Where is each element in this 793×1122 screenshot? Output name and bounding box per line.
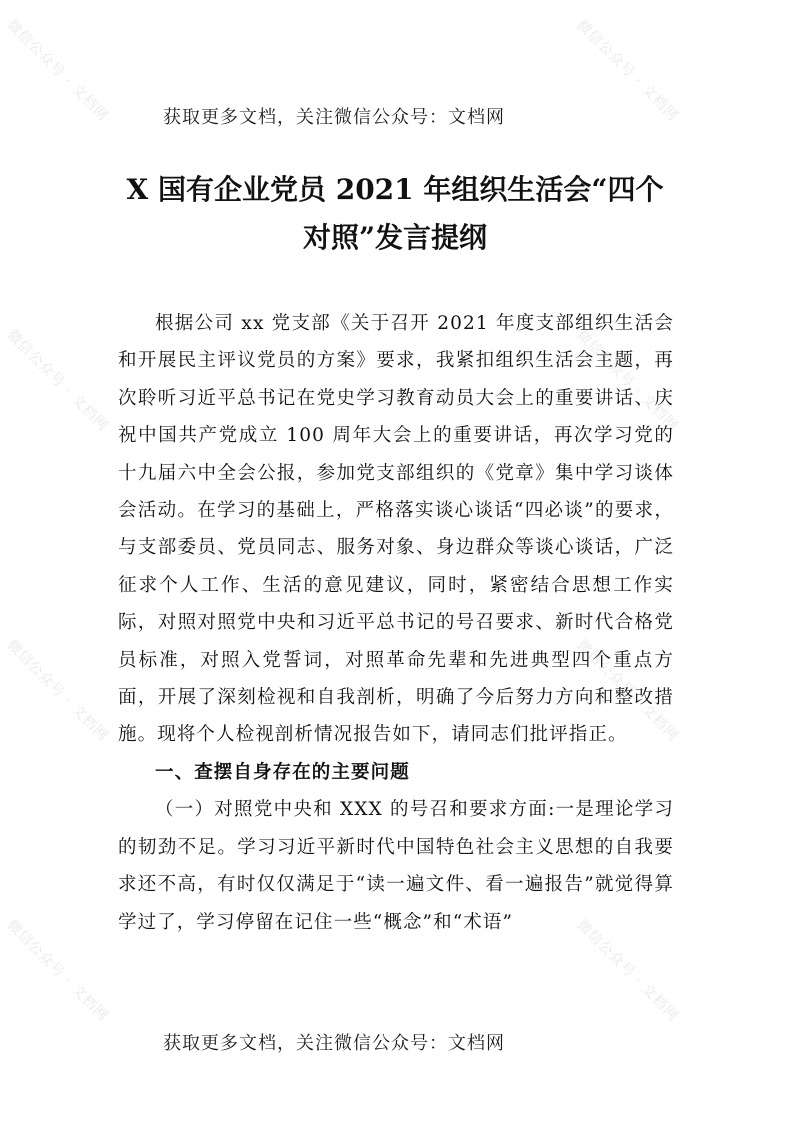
watermark: 微信公众号 · 文档网 [3,326,112,435]
document-title: X 国有企业党员 2021 年组织生活会“四个对照”发言提纲 [126,173,664,254]
watermark: 微信公众号 · 文档网 [573,326,682,435]
intro-paragraph: 根据公司 xx 党支部《关于召开 2021 年度支部组织生活会和开展民主评议党员的方案》要求，我紧扣组织生活会主题，再次聆听习近平总书记在党史学习教育动员大会上的重要讲话、庆祝中国共产党成立 100 周年大会上的重要讲话，再次学习党的十九届六中全会公报，参加党支部组织的《党章》集中学习谈体会活动。在学习的基础上，严格落实谈心谈话“四必谈”的要求，与支部委员、党员同志、服务对象、身边群众等谈心谈话，广泛征求个人工作、生活的意见建议，同时，紧密结合思想工作实际，对照对照党中央和习近平总书记的号召要求、新时代合格党员标准，对照入党誓词，对照革命先辈和先进典型四个重点方面，开展了深刻检视和自我剖析，明确了今后努力方向和整改措施。现将个人检视剖析情况报告如下，请同志们批评指正。 [118,313,674,746]
section-heading: 一、查摆自身存在的主要问题 [155,761,410,783]
watermark: 微信公众号 · 文档网 [3,16,112,125]
footer-note: 获取更多文档，关注微信公众号：文档网 [163,1033,505,1054]
watermark: 微信公众号 · 文档网 [3,916,112,1025]
document-body [118,305,674,941]
watermark: 微信公众号 · 文档网 [573,636,682,745]
header-note: 获取更多文档，关注微信公众号：文档网 [163,107,505,128]
watermark: 微信公众号 · 文档网 [3,636,112,745]
section-paragraph: （一）对照党中央和 XXX 的号召和要求方面:一是理论学习的韧劲不足。学习习近平新时代中国特色社会主义思想的自我要求还不高，有时仅仅满足于“读一遍文件、看一遍报告”就觉得算学过了，学习停留在记住一些“概念”和“术语” [118,799,674,933]
watermark: 微信公众号 · 文档网 [573,916,682,1025]
watermark: 微信公众号 · 文档网 [573,16,682,125]
